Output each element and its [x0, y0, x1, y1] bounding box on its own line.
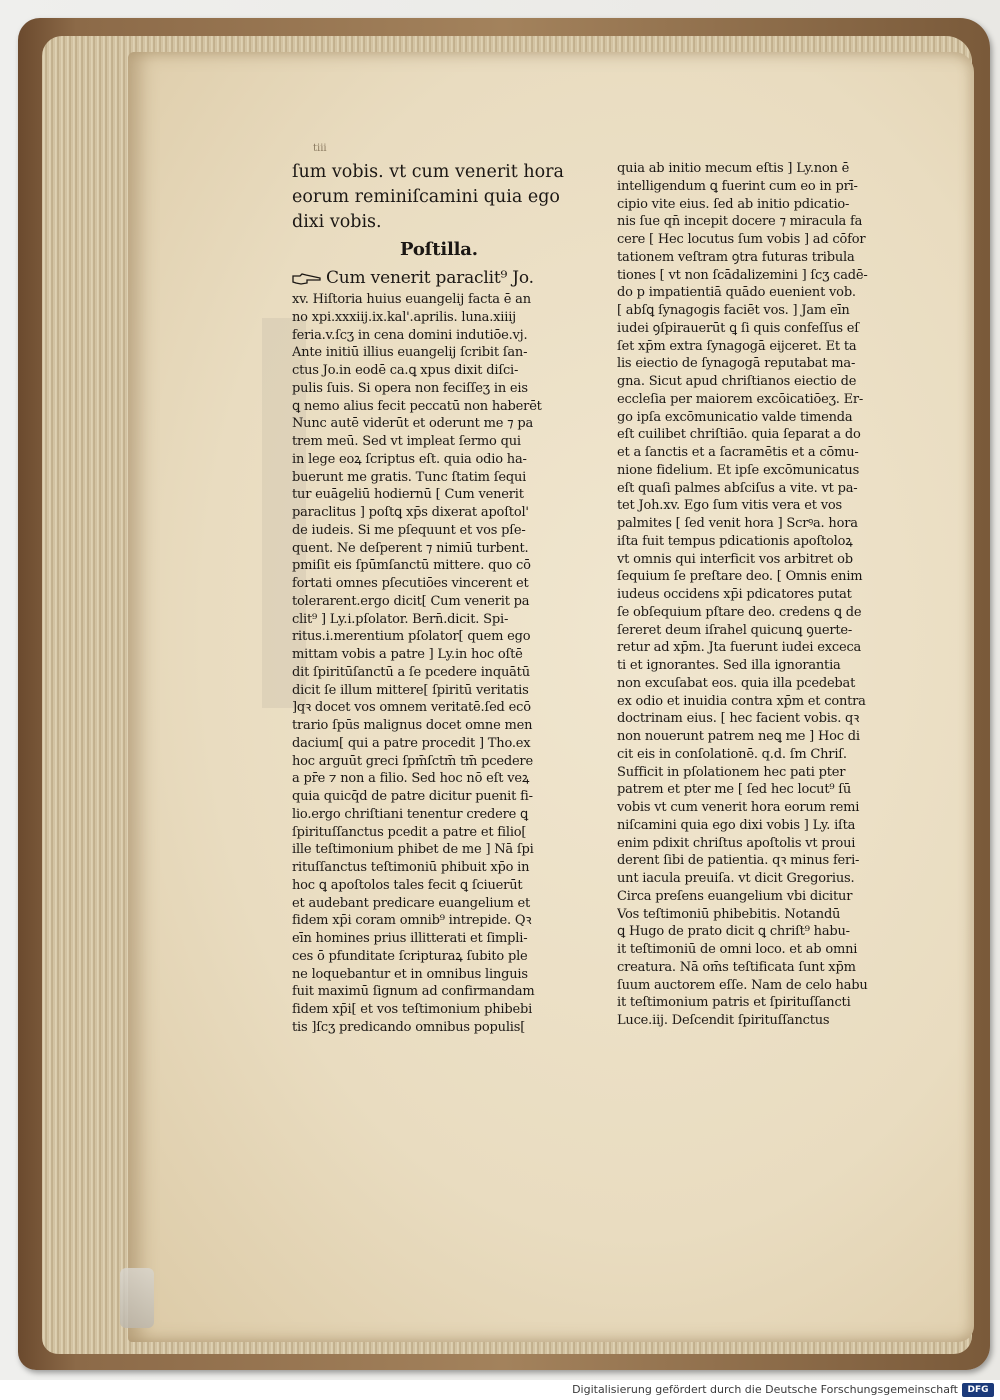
text-line: niſcamini quia ego dixi vobis ] Ly. iſta [617, 817, 856, 833]
text-line: quia quicq̄d de patre dicitur puenit fi- [292, 789, 533, 804]
text-line: Ante initiū illius euangelij ſcribit ſan- [292, 345, 528, 361]
text-line: gna. Sicut apud chriſtianos eiectio de [617, 374, 857, 389]
text-line: tis ]ſcʒ predicando omnibus populis[ [292, 1019, 526, 1035]
text-line: ritus.i.merentium pſolator[ quem ego [292, 629, 531, 645]
text-line: tationem veſtram ꝯtra futuras tribula [617, 249, 855, 265]
text-line: cere [ Hec locutus ſum vobis ] ad cōfor [617, 232, 866, 247]
text-line: tolerarent.ergo dicit[ Cum venerit pa [292, 593, 530, 609]
text-line: intelligendum ꝗ fuerint cum eo in prī- [617, 178, 858, 194]
text-line: trem meū. Sed vt impleat ſermo qui [292, 434, 521, 449]
text-line: dicit ſe illum mittere[ ſpiritū veritatis [292, 682, 529, 698]
text-line: Nunc autē viderūt et oderunt me ⁊ pa [292, 416, 533, 432]
funding-credit: Digitalisierung gefördert durch die Deutsche Forschungsgemeinschaft [572, 1383, 958, 1396]
text-line: ſum vobis. vt cum venerit hora [292, 162, 564, 182]
text-line: iſta fuit tempus pdicationis apoſtoloꝝ [617, 533, 853, 549]
text-line: fidem xp̄i coram omnib⁹ intrepide. Qꝛ [292, 913, 532, 929]
text-line: hoc ꝗ apoſtolos tales fecit ꝗ ſciuerūt [292, 877, 523, 893]
text-line: derent ſibi de patientia. qꝛ minus feri- [617, 853, 860, 869]
left-text-column [292, 160, 597, 1037]
text-line: pulis ſuis. Si opera non feciſſeʒ in eis [292, 380, 528, 396]
text-line: clit⁹ ] Ly.i.pſolator. Bern̄.dicit. Spi- [292, 611, 509, 627]
text-line-content: Cum venerit paraclit⁹ Jo. [326, 268, 534, 288]
text-line: paraclitus ] poſtꝗ xp̄s dixerat apoſtol' [292, 505, 529, 520]
text-line: retur ad xp̄m. Jta fuerunt iudei exceca [617, 640, 862, 656]
text-line: go ipſa excōmunicatio valde timenda [617, 409, 853, 425]
text-line: ille teſtimonium phibet de me ] Nā ſpi [292, 842, 534, 858]
text-line: lis eiectio de ſynagogā reputabat ma- [617, 356, 856, 372]
text-line: quia ab initio mecum eſtis ] Ly.non ē [617, 161, 850, 176]
text-line: et audebant predicare euangelium et [292, 895, 531, 911]
text-line: fortati omnes pſecutiōes vincerent et [292, 576, 529, 591]
text-line: ꝗ nemo alius fecit peccatū non haberēt [292, 398, 542, 414]
text-line: trario ſpūs malignus docet omne men [292, 718, 533, 733]
text-line: vt omnis qui interficit vos arbitret ob [617, 551, 853, 567]
text-line: hoc arguūt greci ſpm̄ſctm̄ tm̄ pcedere [292, 753, 533, 769]
text-line: feria.v.ſcʒ in cena domini indutiōe.vj. [292, 327, 528, 343]
text-line: cipio vite eius. ſed ab initio pdicatio- [617, 196, 850, 212]
text-line: ſereret deum iſrahel quicunꝗ ꝯuerte- [617, 622, 853, 638]
text-line: eorum reminiſcamini quia ego [292, 187, 560, 207]
text-line: iudei ꝯſpirauerūt ꝗ ſi quis confeſſus eſ [617, 320, 859, 336]
text-line: quent. Ne deſperent ⁊ nimiū turbent. [292, 540, 529, 556]
text-line: Poſtilla. [400, 239, 478, 260]
text-line: Circa preſens euangelium vbi dicitur [617, 888, 853, 904]
pointing-hand-icon [292, 272, 322, 286]
text-line: do p impatientiā quādo euenient vob. [617, 285, 856, 301]
text-line: de iudeis. Si me pſequunt et vos pſe- [292, 522, 526, 538]
text-line: ꝗ Hugo de prato dicit ꝗ chriſt⁹ habu- [617, 924, 850, 940]
text-line: tur euāgeliū hodiernū [ Cum venerit [292, 487, 524, 503]
text-line: ti et ignorantes. Sed illa ignorantia [617, 658, 841, 673]
text-line: ſpirituſſanctus pcedit a patre et filio[ [292, 824, 527, 840]
text-line: et a ſanctis et a ſacramētis et a cōmu- [617, 445, 859, 460]
text-line: tiones [ vt non ſcādalizemini ] ſcʒ cadē- [617, 267, 868, 283]
text-line: fidem xp̄i[ et vos teſtimonium phibebi [292, 1002, 533, 1017]
text-line [292, 265, 597, 291]
text-line: nis ſue qn̄ incepit docere ⁊ miracula fa [617, 214, 863, 230]
text-line: ctus Jo.in eodē ca.ꝗ xpus dixit diſci- [292, 363, 519, 378]
text-line: eſt cuilibet chriſtiāo. quia ſeparat a do [617, 427, 861, 443]
text-line: non excuſabat eos. quia illa pcedebat [617, 675, 856, 691]
text-line: ſet xp̄m extra ſynagogā eijceret. Et ta [617, 338, 857, 354]
text-line: ſuum auctorem eſſe. Nam de celo habu [617, 977, 868, 993]
text-line: doctrinam eius. [ hec facient vobis. qꝛ [617, 711, 860, 727]
text-line: iudeus occidens xp̄i pdicatores putat [617, 587, 852, 602]
text-line: eccleſia per maiorem excōicatiōeʒ. Er- [617, 391, 864, 407]
text-line: palmites [ ſed venit hora ] Scrꝰa. hora [617, 516, 858, 531]
text-line: in lege eoꝝ ſcriptus eſt. quia odio ha- [292, 451, 527, 467]
text-line: ne loquebantur et in omnibus linguis [292, 966, 528, 982]
dfg-logo-icon: DFG [962, 1383, 994, 1397]
text-line: fuit maximū ſignum ad confirmandam [292, 984, 535, 1000]
text-line: it teſtimonium patris et ſpirituſſancti [617, 995, 851, 1011]
text-line: patrem et pter me [ ſed hec locut⁹ ſū [617, 782, 852, 798]
footer-bar [0, 1380, 1000, 1400]
text-line: dacium[ qui a patre procedit ] Tho.ex [292, 735, 531, 751]
text-line: unt iacula preuiſa. vt dicit Gregorius. [617, 871, 855, 886]
text-line: cit eis in conſolationē. q.d. ſm Chriſ. [617, 746, 847, 762]
text-line: pmiſit eis ſpūmſanctū mittere. quo cō [292, 558, 531, 574]
text-line: creatura. Nā om̄s teſtificata ſunt xp̄m [617, 959, 856, 975]
text-line: no xpi.xxxiij.ix.kal'.aprilis. luna.xiiij [292, 309, 516, 325]
page-clip [120, 1268, 154, 1328]
text-line: dixi vobis. [292, 212, 382, 232]
text-line: buerunt me gratis. Tunc ſtatim ſequi [292, 469, 527, 485]
text-line: mittam vobis a patre ] Ly.in hoc oſtē [292, 647, 523, 662]
text-line: lio.ergo chriſtiani tenentur credere ꝗ [292, 806, 529, 822]
text-line: Vos teſtimoniū phibebitis. Notandū [617, 906, 841, 922]
text-line: it teſtimoniū de omni loco. et ab omni [617, 942, 858, 957]
text-line: eīn homines prius illitterati et ſimpli- [292, 931, 528, 946]
text-line: ]qꝛ docet vos omnem veritatē.ſed ecō [292, 700, 531, 716]
text-line: a pr̄e ⁊ non a filio. Sed hoc nō eſt veꝝ [292, 771, 530, 787]
text-line: nione fidelium. Et ipſe excōmunicatus [617, 462, 860, 478]
folio-mark: tiii [313, 143, 327, 154]
text-line: rituſſanctus teſtimoniū phibuit xp̄o in [292, 860, 530, 875]
text-line: ſe obſequium pſtare deo. credens ꝗ de [617, 604, 862, 620]
text-line: dit ſpiritūſanctū a ſe pcedere inquātū [292, 664, 530, 680]
text-line: Sufficit in pſolationem hec pati pter [617, 764, 846, 780]
text-line: enim pdixit chriſtus apoſtolis vt proui [617, 835, 856, 851]
text-line: tet Joh.xv. Ego ſum vitis vera et vos [617, 498, 842, 514]
text-line: [ abſꝗ ſynagogis faciēt vos. ] Jam eīn [617, 303, 850, 318]
text-line: vobis vt cum venerit hora eorum remi [617, 800, 860, 815]
text-line: ces ō pfunditate ſcripturaꝝ ſubito ple [292, 948, 528, 964]
right-text-column [617, 160, 924, 1030]
text-line: eſt quaſi palmes abſciſus a vite. vt pa- [617, 480, 858, 496]
text-line: non nouerunt patrem neꝗ me ] Hoc di [617, 729, 860, 744]
text-line: ex odio et inuidia contra xp̄m et contra [617, 693, 866, 709]
text-line: Luce.iij. Deſcendit ſpirituſſanctus [617, 1013, 830, 1028]
text-line: ſequium ſe preſtare deo. [ Omnis enim [617, 569, 863, 585]
text-line: xv. Hiſtoria huius euangelij facta ē an [292, 292, 531, 307]
